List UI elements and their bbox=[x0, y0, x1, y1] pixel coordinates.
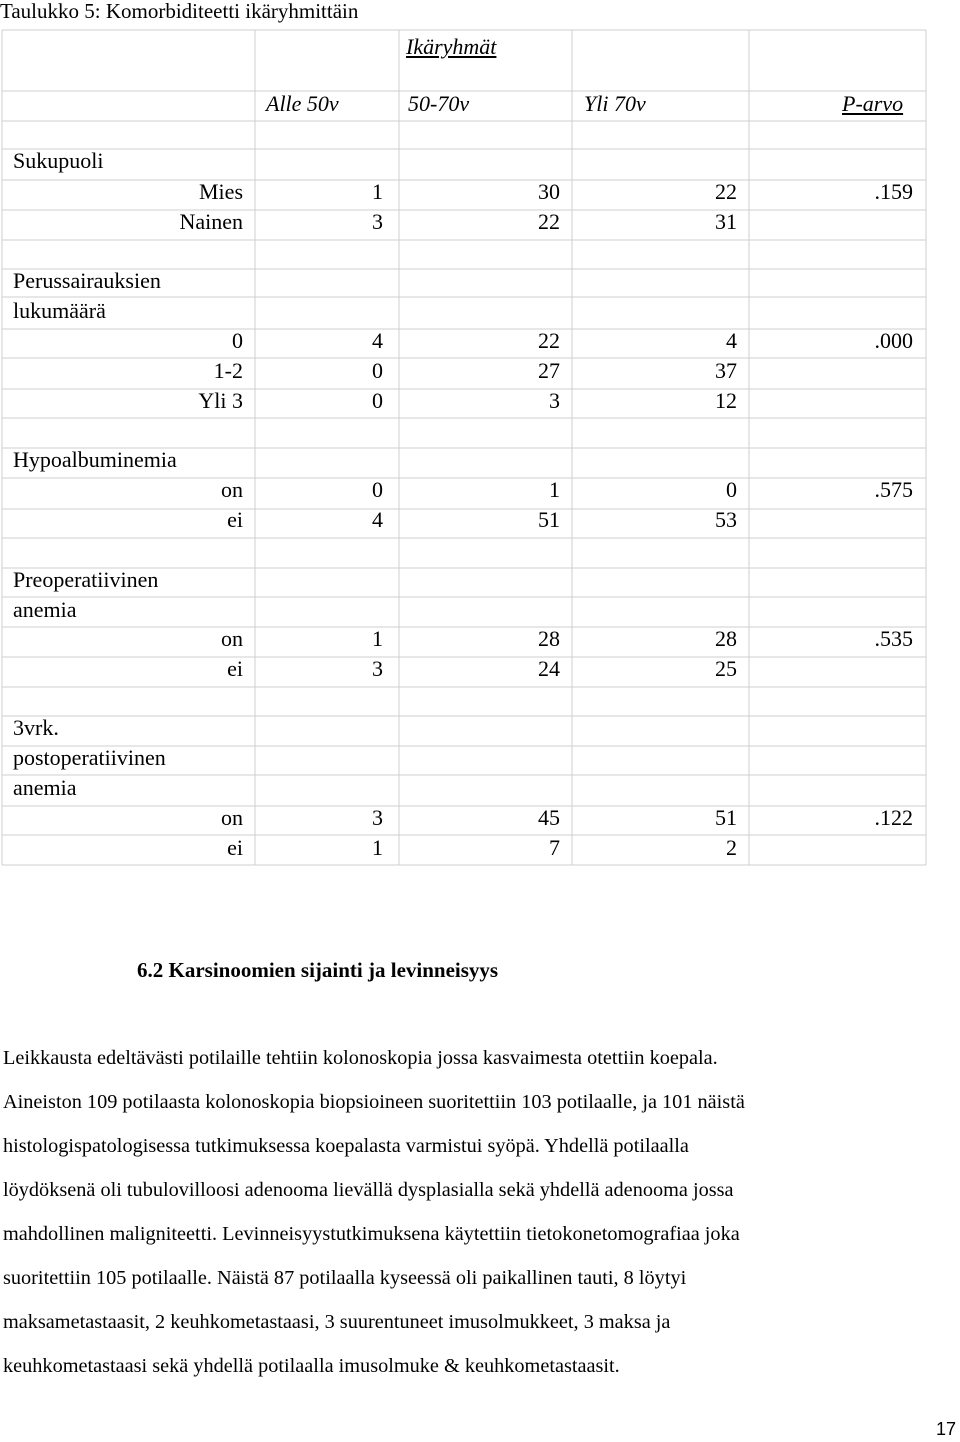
table-cell: 22 bbox=[538, 328, 560, 353]
p-value: .122 bbox=[874, 805, 913, 830]
body-line: histologispatologisessa tutkimuksessa koepalasta varmistui syöpä. Yhdellä potilaalla bbox=[3, 1135, 689, 1157]
table-cell: 24 bbox=[538, 656, 560, 681]
body-line: Aineiston 109 potilaasta kolonoskopia biopsioineen suoritettiin 103 potilaalle, ja 101 näistä bbox=[3, 1091, 745, 1113]
table-cell: 51 bbox=[538, 507, 560, 532]
table-cell: 1 bbox=[372, 179, 383, 204]
body-line: löydöksenä oli tubulovilloosi adenooma lievällä dysplasialla sekä yhdellä adenooma jossa bbox=[3, 1179, 734, 1201]
section-label: 3vrk. bbox=[13, 715, 59, 740]
row-label: Yli 3 bbox=[198, 388, 243, 413]
table-cell: 51 bbox=[715, 805, 737, 830]
row-label: ei bbox=[227, 507, 243, 532]
table-cell: 2 bbox=[726, 835, 737, 860]
body-line: mahdollinen maligniteetti. Levinneisyystutkimuksena käytettiin tietokonetomografiaa joka bbox=[3, 1223, 740, 1245]
row-label: 0 bbox=[232, 328, 243, 353]
body-paragraph bbox=[3, 1036, 943, 1388]
table-cell: 12 bbox=[715, 388, 737, 413]
table-cell: 0 bbox=[372, 358, 383, 383]
table-cell: 53 bbox=[715, 507, 737, 532]
p-value: .535 bbox=[874, 626, 913, 651]
column-header-p-arvo: P-arvo bbox=[842, 91, 904, 116]
table-cell: 45 bbox=[538, 805, 560, 830]
row-label: on bbox=[221, 626, 243, 651]
body-line: suoritettiin 105 potilaalle. Näistä 87 potilaalla kyseessä oli paikallinen tauti, 8 löytyi bbox=[3, 1267, 687, 1289]
table-cell: 3 bbox=[372, 805, 383, 830]
section-label: Perussairauksien bbox=[13, 268, 161, 293]
row-label: ei bbox=[227, 656, 243, 681]
table-cell: 1 bbox=[372, 835, 383, 860]
table-cell: 22 bbox=[538, 209, 560, 234]
p-value: .575 bbox=[874, 477, 913, 502]
body-line: maksametastaasit, 2 keuhkometastaasi, 3 suurentuneet imusolmukkeet, 3 maksa ja bbox=[3, 1311, 671, 1333]
row-label: on bbox=[221, 805, 243, 830]
p-value: .159 bbox=[874, 179, 913, 204]
body-line: keuhkometastaasi sekä yhdellä potilaalla imusolmuke & keuhkometastaasit. bbox=[3, 1355, 620, 1377]
section-label: Preoperatiivinen bbox=[13, 567, 159, 592]
section-label: Sukupuoli bbox=[13, 148, 104, 173]
table-cell: 27 bbox=[538, 358, 560, 383]
page-number: 17 bbox=[935, 1419, 956, 1439]
table-cell: 28 bbox=[538, 626, 560, 651]
table-cell: 30 bbox=[538, 179, 560, 204]
table-cell: 3 bbox=[549, 388, 560, 413]
row-label: ei bbox=[227, 835, 243, 860]
table-cell: 3 bbox=[372, 656, 383, 681]
column-header-50-70v: 50-70v bbox=[408, 91, 470, 116]
column-header-alle-50v: Alle 50v bbox=[266, 91, 339, 116]
table-cell: 1 bbox=[549, 477, 560, 502]
section-label: anemia bbox=[13, 597, 77, 622]
section-label: postoperatiivinen bbox=[13, 745, 166, 770]
section-label: lukumäärä bbox=[13, 298, 106, 323]
table-cell: 28 bbox=[715, 626, 737, 651]
table-cell: 0 bbox=[726, 477, 737, 502]
table-cell: 3 bbox=[372, 209, 383, 234]
section-label: anemia bbox=[13, 775, 77, 800]
table-cell: 7 bbox=[549, 835, 560, 860]
section-heading: 6.2 Karsinoomien sijainti ja levinneisyys bbox=[137, 958, 499, 982]
table-cell: 37 bbox=[715, 358, 737, 383]
section-label: Hypoalbuminemia bbox=[13, 447, 177, 472]
table-cell: 0 bbox=[372, 477, 383, 502]
table-cell: 4 bbox=[372, 328, 383, 353]
table-cell: 25 bbox=[715, 656, 737, 681]
group-header: Ikäryhmät bbox=[406, 34, 497, 59]
table-cell: 1 bbox=[372, 626, 383, 651]
table-cell: 0 bbox=[372, 388, 383, 413]
p-value: .000 bbox=[874, 328, 913, 353]
row-label: 1-2 bbox=[213, 358, 243, 383]
row-label: Mies bbox=[199, 179, 243, 204]
table-caption: Taulukko 5: Komorbiditeetti ikäryhmittäin bbox=[0, 0, 359, 23]
column-header-yli-70v: Yli 70v bbox=[584, 91, 646, 116]
table-cell: 4 bbox=[372, 507, 383, 532]
body-line: Leikkausta edeltävästi potilaille tehtiin kolonoskopia jossa kasvaimesta otettiin koepala. bbox=[3, 1047, 718, 1069]
row-label: Nainen bbox=[179, 209, 243, 234]
table-cell: 31 bbox=[715, 209, 737, 234]
table-cell: 4 bbox=[726, 328, 737, 353]
row-label: on bbox=[221, 477, 243, 502]
table-cell: 22 bbox=[715, 179, 737, 204]
